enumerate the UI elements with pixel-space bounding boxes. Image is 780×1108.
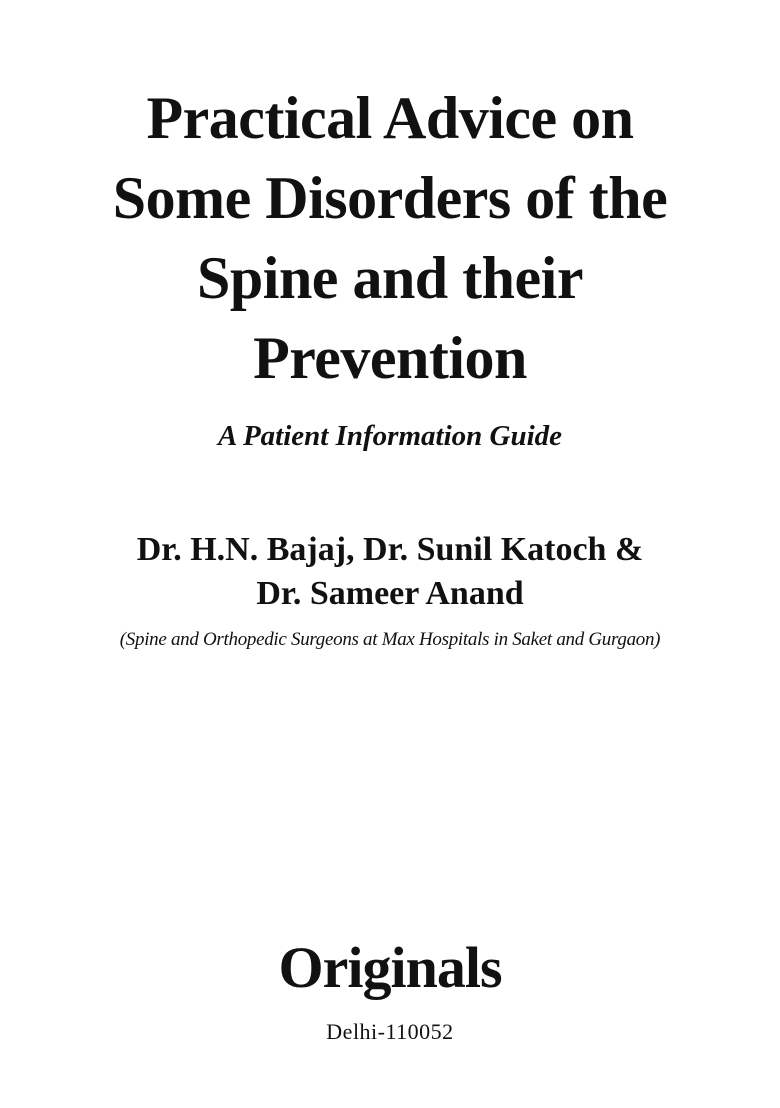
book-title [40, 78, 740, 398]
publisher-location: Delhi-110052 [326, 1019, 454, 1044]
author-list [40, 528, 740, 616]
book-title-line: Practical Advice on [146, 85, 634, 151]
author-line: Dr. H.N. Bajaj, Dr. Sunil Katoch & [136, 531, 644, 568]
publisher-name: Originals [278, 935, 502, 1000]
book-subtitle: A Patient Information Guide [217, 420, 563, 452]
book-title-line: Spine and their [197, 245, 583, 311]
author-line: Dr. Sameer Anand [256, 575, 524, 612]
author-affiliation: (Spine and Orthopedic Surgeons at Max Hospitals in Saket and Gurgaon) [119, 629, 661, 650]
book-title-line: Some Disorders of the [112, 165, 668, 231]
book-title-line: Prevention [253, 325, 527, 391]
